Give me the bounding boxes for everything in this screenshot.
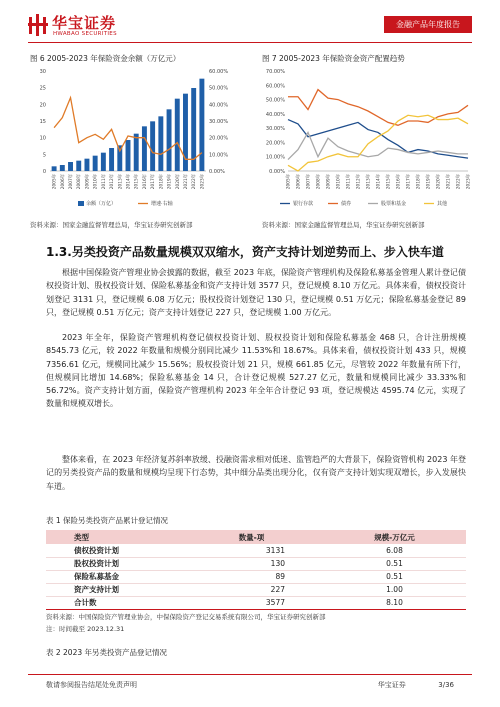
x-tick-label: 2014年 — [376, 174, 382, 190]
x-tick-label: 2019年 — [167, 174, 173, 190]
table-cell-count: 227 — [180, 583, 323, 596]
series-line — [288, 115, 468, 171]
y-tick-label: 20 — [39, 102, 46, 109]
y2-tick-label: 0.00% — [209, 169, 225, 175]
table-cell-type: 保险私募基金 — [46, 570, 180, 583]
y-tick-label: 25 — [39, 85, 46, 92]
y-tick-label: 30 — [39, 69, 46, 75]
legend-label: 银行存款 — [293, 201, 314, 207]
x-tick-label: 2015年 — [134, 174, 140, 190]
x-tick-label: 2018年 — [159, 174, 165, 190]
y-tick-label: 70.00% — [265, 69, 285, 75]
x-tick-label: 2009年 — [85, 174, 91, 190]
bar — [158, 116, 163, 171]
x-tick-label: 2008年 — [316, 174, 322, 190]
y-tick-label: 5 — [42, 152, 46, 159]
legend-label: 股票和基金 — [381, 201, 407, 207]
bar — [60, 165, 65, 171]
y-tick-label: 0 — [42, 169, 46, 175]
paragraph-3: 整体来看，在 2023 年经济复苏斜率放缓、投融资需求相对低迷、监管趋严的大背景下，保险资管机构 2023 年登记的另类投资产品的数量和规模均呈现下行态势，其中细分品类出现分化，仅有资产支持计划实现双增长，步入发展快车道。 — [46, 455, 466, 491]
x-tick-label: 2010年 — [336, 174, 342, 190]
bar — [93, 156, 98, 171]
table-cell-count: 130 — [180, 557, 323, 570]
x-tick-label: 2005年 — [52, 174, 58, 190]
section-title: 1.3.另类投资产品数量规模双双缩水，资产支持计划逆势而上、步入快车道 — [46, 245, 444, 259]
x-tick-label: 2009年 — [326, 174, 332, 190]
series-line — [288, 120, 468, 159]
x-tick-label: 2022年 — [456, 174, 462, 190]
y-tick-label: 40.00% — [265, 111, 285, 118]
x-tick-label: 2007年 — [306, 174, 312, 190]
footer-divider — [28, 674, 472, 675]
table1-note: 注：时间截至 2023.12.31 — [46, 625, 125, 633]
y-tick-label: 20.00% — [265, 140, 285, 147]
table-cell-count: 3131 — [180, 544, 323, 557]
y-tick-label: 10.00% — [265, 154, 285, 161]
x-tick-label: 2020年 — [436, 174, 442, 190]
table1 — [46, 530, 466, 610]
x-tick-label: 2023年 — [200, 174, 206, 190]
page-header — [0, 0, 500, 46]
x-tick-label: 2006年 — [60, 174, 66, 190]
table-cell-scale: 0.51 — [323, 570, 466, 583]
bar — [142, 126, 147, 171]
table-cell-scale: 0.51 — [323, 557, 466, 570]
bar — [199, 79, 204, 171]
legend-label: 其他 — [437, 201, 448, 207]
bar — [84, 159, 89, 171]
bar — [175, 99, 180, 171]
x-tick-label: 2015年 — [386, 174, 392, 190]
figure6-chart — [26, 65, 238, 215]
table-header-type: 类型 — [46, 530, 180, 544]
table-row — [46, 544, 466, 557]
table-cell-scale: 6.08 — [323, 544, 466, 557]
y-tick-label: 50.00% — [265, 97, 285, 104]
x-tick-label: 2014年 — [126, 174, 132, 190]
table-cell-type: 资产支持计划 — [46, 583, 180, 596]
report-tag: 金融产品年度报告 — [384, 16, 472, 33]
table-cell-count: 89 — [180, 570, 323, 583]
x-tick-label: 2010年 — [93, 174, 99, 190]
x-tick-label: 2016年 — [396, 174, 402, 190]
x-tick-label: 2016年 — [142, 174, 148, 190]
y-tick-label: 0.00% — [269, 169, 285, 175]
x-tick-label: 2021年 — [183, 174, 189, 190]
figure7-chart — [258, 65, 474, 215]
table-row — [46, 557, 466, 570]
brand-name-cn: 华宝证券 — [52, 14, 117, 32]
y2-tick-label: 50.00% — [209, 85, 229, 92]
legend-label-balance: 余额（万亿） — [86, 201, 117, 207]
y2-tick-label: 60.00% — [209, 69, 229, 75]
figure6-source: 资料来源：国家金融监督管理总局，华宝证券研究创新部 — [30, 221, 193, 229]
y-tick-label: 30.00% — [265, 126, 285, 133]
x-tick-label: 2013年 — [118, 174, 124, 190]
table-header-scale: 规模-万亿元 — [323, 530, 466, 544]
legend-label: 债券 — [341, 201, 352, 207]
figure7-source: 资料来源：国家金融监督管理总局，华宝证券研究创新部 — [262, 221, 425, 229]
x-tick-label: 2008年 — [77, 174, 83, 190]
x-tick-label: 2012年 — [110, 174, 116, 190]
x-tick-label: 2005年 — [286, 174, 292, 190]
x-tick-label: 2011年 — [101, 174, 107, 190]
table-header-row — [46, 530, 466, 544]
legend-swatch-balance — [78, 201, 84, 206]
table1-title: 表 1 保险另类投资产品累计登记情况 — [46, 516, 169, 525]
footer-right — [378, 680, 454, 690]
x-tick-label: 2012年 — [356, 174, 362, 190]
bar — [52, 166, 57, 171]
figure6-title: 图 6 2005-2023 年保险资金余额（万亿元） — [30, 54, 181, 63]
x-tick-label: 2013年 — [366, 174, 372, 190]
x-tick-label: 2023年 — [466, 174, 472, 190]
x-tick-label: 2021年 — [446, 174, 452, 190]
table-cell-scale: 8.10 — [323, 596, 466, 609]
x-tick-label: 2022年 — [192, 174, 198, 190]
brand-logo-icon — [28, 14, 48, 36]
y-tick-label: 10 — [39, 135, 46, 142]
y2-tick-label: 40.00% — [209, 102, 229, 109]
table-row — [46, 583, 466, 596]
figure7-title: 图 7 2005-2023 年保险资金资产配置趋势 — [262, 54, 405, 63]
y2-tick-label: 20.00% — [209, 135, 229, 142]
table-total-row — [46, 596, 466, 609]
x-tick-label: 2017年 — [406, 174, 412, 190]
paragraph-1: 根据中国保险资产管理业协会披露的数据，截至 2023 年底，保险资产管理机构及保险私募基金管理人累计登记债权投资计划、股权投资计划、保险私募基金和资产支持计划 3577 只，登记规模 8.10 万亿元。具体来看，债权投资计划登记 3131 只，登记规模 6.08 万亿元；股权投资计划登记 130 只，登记规模 0.51 万亿元；保险私募基金登记 89 只，登记规模 0.51 万亿元；资产支持计划登记 227 只，登记规模 1.00 万亿元。 — [46, 268, 466, 317]
x-tick-label: 2007年 — [69, 174, 75, 190]
table-cell-type: 合计数 — [46, 596, 180, 609]
x-tick-label: 2011年 — [346, 174, 352, 190]
y-tick-label: 15 — [39, 119, 46, 125]
table-cell-scale: 1.00 — [323, 583, 466, 596]
table-row — [46, 570, 466, 583]
x-tick-label: 2020年 — [175, 174, 181, 190]
bar — [126, 140, 131, 171]
x-tick-label: 2017年 — [151, 174, 157, 190]
paragraph-2: 2023 年全年，保险资产管理机构登记债权投资计划、股权投资计划和保险私募基金 468 只，合计注册规模 8545.73 亿元，较 2022 年数量和规模分别同比减少 11.53%和 18.67%。具体来看，债权投资计划 433 只，规模 7356.61 亿元，规模同比减少 15.56%；股权投资计划 21 只，规模 661.85 亿元，尽管较 2022 年数量有所下行，但规模同比增加 14.68%；保险私募基金 14 只，合计登记规模 527.27 亿元，数量和规模同比减少 33.33%和 56.72%。资产支持计划方面，保险资产管理机构 2023 年全年合计登记 93 项，登记规模达 4595.74 亿元，实现了数量和规模双增长。 — [46, 333, 466, 409]
table-cell-count: 3577 — [180, 596, 323, 609]
brand-name-en: HWABAO SECURITIES — [53, 31, 117, 37]
bar — [76, 161, 81, 171]
x-tick-label: 2019年 — [426, 174, 432, 190]
table-header-count: 数量-项 — [180, 530, 323, 544]
footer-disclaimer: 敬请参阅报告结尾处免责声明 — [46, 681, 137, 689]
header-divider — [28, 42, 472, 43]
table-cell-type: 债权投资计划 — [46, 544, 180, 557]
x-tick-label: 2018年 — [416, 174, 422, 190]
bar — [109, 148, 114, 171]
table2-title: 表 2 2023 年另类投资产品登记情况 — [46, 648, 168, 657]
bar — [68, 162, 73, 171]
footer-company: 华宝证券 — [377, 681, 406, 689]
y2-tick-label: 10.00% — [209, 152, 229, 159]
x-tick-label: 2006年 — [296, 174, 302, 190]
table1-source: 资料来源：中国保险资产管理业协会，中保保险资产登记交易系统有限公司，华宝证券研究创新部 — [46, 613, 326, 621]
table-cell-type: 股权投资计划 — [46, 557, 180, 570]
bar — [134, 134, 139, 171]
legend-label-growth: 增速·右轴 — [151, 201, 173, 207]
y-tick-label: 60.00% — [265, 83, 285, 90]
footer-page-number: 3/36 — [438, 681, 454, 689]
bar — [150, 121, 155, 171]
bar — [167, 109, 172, 171]
bar — [101, 153, 106, 171]
y2-tick-label: 30.00% — [209, 119, 229, 125]
